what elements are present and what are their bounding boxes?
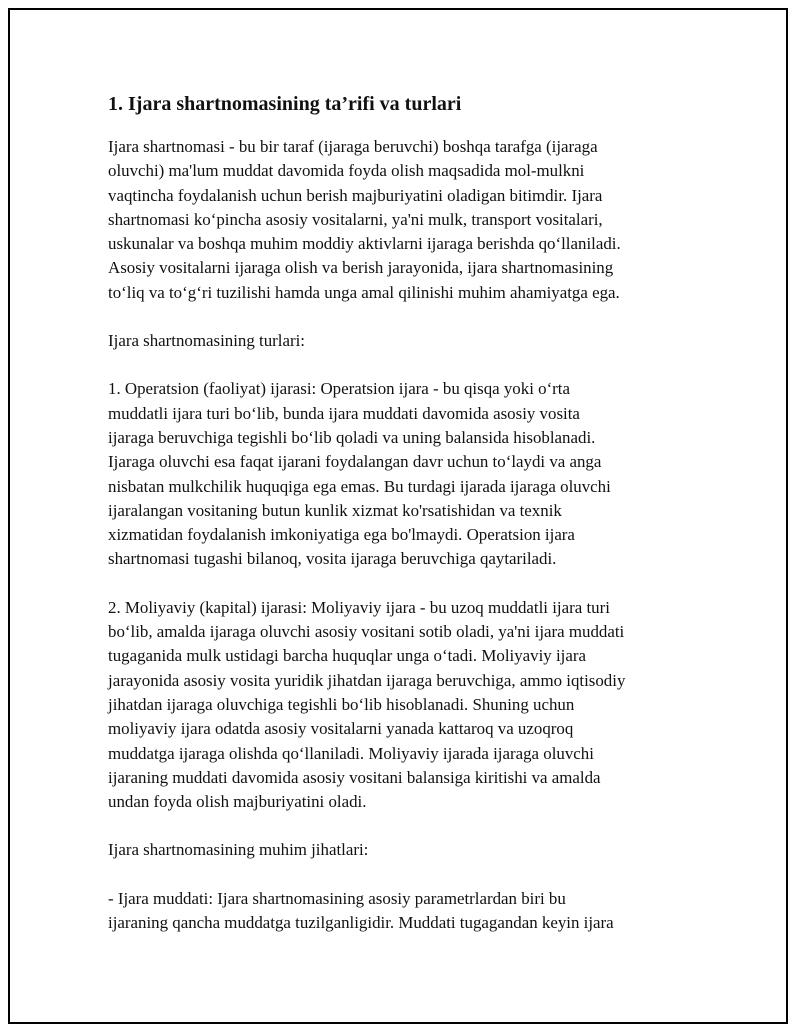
paragraph-key-aspects-intro: Ijara shartnomasining muhim jihatlari: xyxy=(108,840,369,860)
paragraph-types-intro: Ijara shartnomasining turlari: xyxy=(108,331,305,351)
paragraph-definition: Ijara shartnomasi - bu bir taraf (ijaraga beruvchi) boshqa tarafga (ijaraga oluvchi) ma'lum muddat davomida foyda olish maqsadida mol-mulkni vaqtincha foydalanish uchun berish majburiyatini oladigan bitimdir. Ijara shartnomasi koʻpincha asosiy vositalarni, ya'ni mulk, transport vositalari, uskunalar va boshqa muhim moddiy aktivlarni ijaraga berishda qoʻllaniladi. Asosiy vositalarni ijaraga olish va berish jarayonida, ijara shartnomasining toʻliq va toʻgʻri tuzilishi hamda unga amal qilinishi muhim ahamiyatga ega. xyxy=(108,137,621,302)
paragraph-lease-term: - Ijara muddati: Ijara shartnomasining asosiy parametrlardan biri bu ijaraning qancha muddatga tuzilganligidir. Muddati tugagandan keyin ijara xyxy=(108,888,614,933)
section-heading: 1. Ijara shartnomasining ta’rifi va turlari xyxy=(108,93,462,115)
paragraph-operating-lease: 1. Operatsion (faoliyat) ijarasi: Operatsion ijara - bu qisqa yoki oʻrta muddatli ijara turi boʻlib, bunda ijara muddati davomida asosiy vosita ijaraga beruvchiga tegishli boʻlib qoladi va uning balansida hisoblanadi. Ijaraga oluvchi esa faqat ijarani foydalangan davr uchun toʻlaydi va anga nisbatan mulkchilik huquqiga ega emas. Bu turdagi ijarada ijaraga oluvchi ijaralangan vositaning butun kunlik xizmat ko'rsatishidan va texnik xizmatidan foydalanish imkoniyatiga ega bo'lmaydi. Operatsion ijara shartnomasi tugashi bilanoq, vosita ijaraga beruvchiga qaytariladi. xyxy=(108,379,611,569)
paragraph-financial-lease: 2. Moliyaviy (kapital) ijarasi: Moliyaviy ijara - bu uzoq muddatli ijara turi boʻlib, amalda ijaraga oluvchi asosiy vositani sotib oladi, ya'ni ijara muddati tugaganida mulk ustidagi barcha huquqlar unga oʻtadi. Moliyaviy ijara jarayonida asosiy vosita yuridik jihatdan ijaraga beruvchiga, ammo iqtisodiy jihatdan ijaraga oluvchiga tegishli boʻlib hisoblanadi. Shuning uchun moliyaviy ijara odatda asosiy vositalarni yanada kattaroq va uzoqroq muddatga ijaraga olishda qoʻllaniladi. Moliyaviy ijarada ijaraga oluvchi ijaraning muddati davomida asosiy vositani balansiga kiritishi va amalda undan foyda olish majburiyatini oladi. xyxy=(108,597,626,812)
document-body xyxy=(108,92,693,959)
